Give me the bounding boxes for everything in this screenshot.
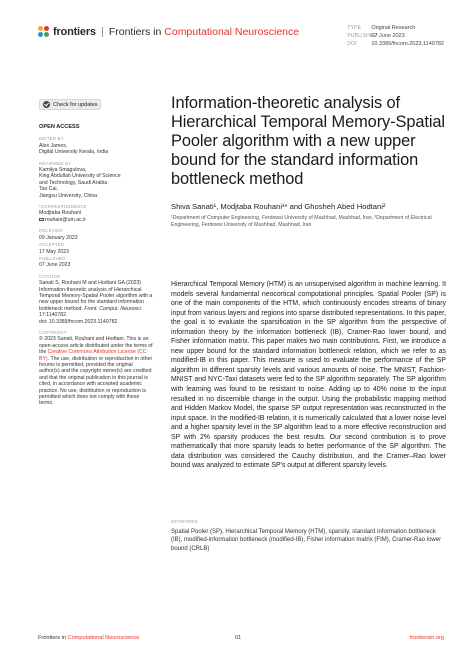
article-authors: Shiva Sanati¹, Modjtaba Rouhani¹* and Ghosheh Abed Hodtani²: [171, 202, 386, 211]
published-date: 07 June 2023: [39, 262, 71, 269]
article-header: [171, 94, 446, 228]
meta-doi[interactable]: [347, 40, 444, 48]
meta-published: [347, 32, 444, 40]
received-label: RECEIVED: [39, 228, 63, 234]
frontiers-logo[interactable]: [38, 26, 299, 38]
license-link[interactable]: Creative Commons Attribution License (CC BY): [39, 349, 147, 362]
correspondence-name: Modjtaba Rouhani: [39, 210, 82, 217]
citation-tail: 17:1140782.: [39, 312, 68, 319]
article-title: Information-theoretic analysis of Hierarchical Temporal Memory-Spatial Pooler algorithm with a new upper bound for the standard information bottleneck method: [171, 94, 445, 188]
reviewed-by-label: REVIEWED BY: [39, 160, 72, 166]
header-divider: [102, 27, 103, 37]
copyright: [39, 336, 154, 406]
check-for-updates-button[interactable]: [39, 99, 101, 110]
check-for-updates-label: Check for updates: [53, 101, 98, 108]
correspondence-email[interactable]: rouhani@um.ac.ir: [45, 216, 87, 223]
accepted-label: ACCEPTED: [39, 242, 65, 248]
citation-journal: Front. Comput. Neurosci.: [84, 305, 143, 312]
footer-journal[interactable]: [38, 635, 139, 641]
correspondence-label: *CORRESPONDENCE: [39, 204, 87, 210]
check-icon: [43, 101, 50, 108]
correspondence-email-row[interactable]: [39, 217, 154, 223]
edited-by: Alex James, Digital University Kerala, India: [39, 142, 109, 156]
meta-published-value: 07 June 2023: [371, 33, 405, 39]
copyright-text-a: © 2023 Sanati, Rouhani and Hodtani. This is an open-access article distributed under the terms of the: [39, 336, 153, 356]
footer-journal-prefix: Frontiers in: [38, 635, 68, 641]
copyright-label: COPYRIGHT: [39, 329, 67, 335]
meta-doi-value[interactable]: 10.3389/fncom.2023.1140782: [371, 41, 444, 47]
keywords: Spatial Pooler (SP), Hierarchical Temporal Memory (HTM), sparsity, standard information bottleneck (IB), modified-information bottleneck (modified-IB), Fisher information matrix (FIM), Cramer-Rao lower bound (CRLB): [171, 529, 442, 552]
meta-type-value: Original Research: [371, 25, 416, 31]
received-date: 09 January 2023: [39, 234, 78, 241]
accepted-date: 17 May 2023: [39, 248, 69, 255]
frontiers-logo-icon: [38, 26, 50, 38]
citation-doi[interactable]: doi: 10.3389/fncom.2023.1140782: [39, 318, 118, 325]
abstract: Hierarchical Temporal Memory (HTM) is an unsupervised algorithm in machine learning. It models several fundamental neocortical computational principles. Spatial Pooler (SP) is one of the main components of the HTM, which continuously encodes streams of binary input from various layers and regions into sparse distributed representations. In this paper, the goal is to evaluate the sparsification in the SP algorithm from the perspective of information theory by the information bottleneck (IB), Cramer-Rao lower bound, and Fisher information matrix. This paper makes two main contributions. First, we introduce a new upper bound for the standard information bottleneck relation, which we refer to as modified-IB in this paper. This measure is used to evaluate the performance of the SP algorithm in different sparsity levels and various amounts of noise. The MNIST, Fashion-MNIST and NYC-Taxi datasets were fed to the SP algorithm separately. The SP algorithm with learning was found to be resistant to noise. Adding up to 40% noise to the input resulted in no discernible change in the output. Using the probabilistic mapping method and Hidden Markov Model, the sparse SP output representation was reconstructed in the input space. In the modified-IB relation, it is numerically calculated that a lower noise level and a higher sparsity level in the SP algorithm lead to a more effective reconstruction and SP with 2% sparsity produces the best results. Our second contribution is to prove mathematically that more sparsity leads to better performance of the SP algorithm. The data distribution was considered the Cauchy distribution, and the Cramer–Rao lower bound was analyzed to estimate SP's output at different sparsity levels.: [171, 281, 447, 470]
meta-doi-key: DOI: [347, 41, 357, 47]
meta-published-key: PUBLISHED: [347, 33, 378, 39]
citation-main: Sanati S, Rouhani M and Hodtani GA (2023) Information-theoretic analysis of Hierarchical Temporal Memory-Spatial Pooler algorithm with a new upper bound for the standard information bottleneck method.: [39, 280, 153, 312]
meta-type-key: TYPE: [347, 25, 362, 31]
copyright-text-b: . The use, distribution or reproduction in other forums is permitted, provided the original author(s) and the copyright owner(s) are credited and that the original publication in this journal is cited, in accordance with accepted academic practice. No use, distribution or reproduction is permitted which does not comply with these terms.: [39, 355, 153, 407]
citation: [39, 280, 154, 325]
meta-type: [347, 24, 444, 32]
page-header: [38, 24, 444, 50]
journal-name[interactable]: [109, 26, 299, 38]
footer-journal-accent: Computational Neuroscience: [67, 635, 140, 641]
edited-by-label: EDITED BY: [39, 136, 64, 142]
footer-site-link[interactable]: frontiersin.org: [409, 635, 444, 641]
journal-accent: Computational Neuroscience: [164, 26, 300, 38]
keywords-label: KEYWORDS: [171, 519, 198, 524]
reviewed-by: Kamilya Smagulova, King Abdullah University of Science and Technology, Saudi Arabia Tao Cai, Jiangsu University, China: [39, 167, 121, 199]
sidebar: [39, 124, 154, 407]
open-access-label: OPEN ACCESS: [39, 124, 80, 130]
journal-prefix: Frontiers in: [108, 26, 165, 38]
article-meta: [347, 24, 444, 48]
published-label: PUBLISHED: [39, 255, 66, 261]
article-affiliations: ¹Department of Computer Engineering, Ferdowsi University of Mashhad, Mashhad, Iran, ²Department of Electrical Engineering, Ferdowsi University of Mashhad, Mashhad, Iran: [171, 215, 432, 228]
page-number: 01: [235, 635, 242, 641]
email-icon: [39, 218, 44, 222]
brand-name: frontiers: [53, 26, 96, 38]
citation-label: CITATION: [39, 273, 61, 279]
